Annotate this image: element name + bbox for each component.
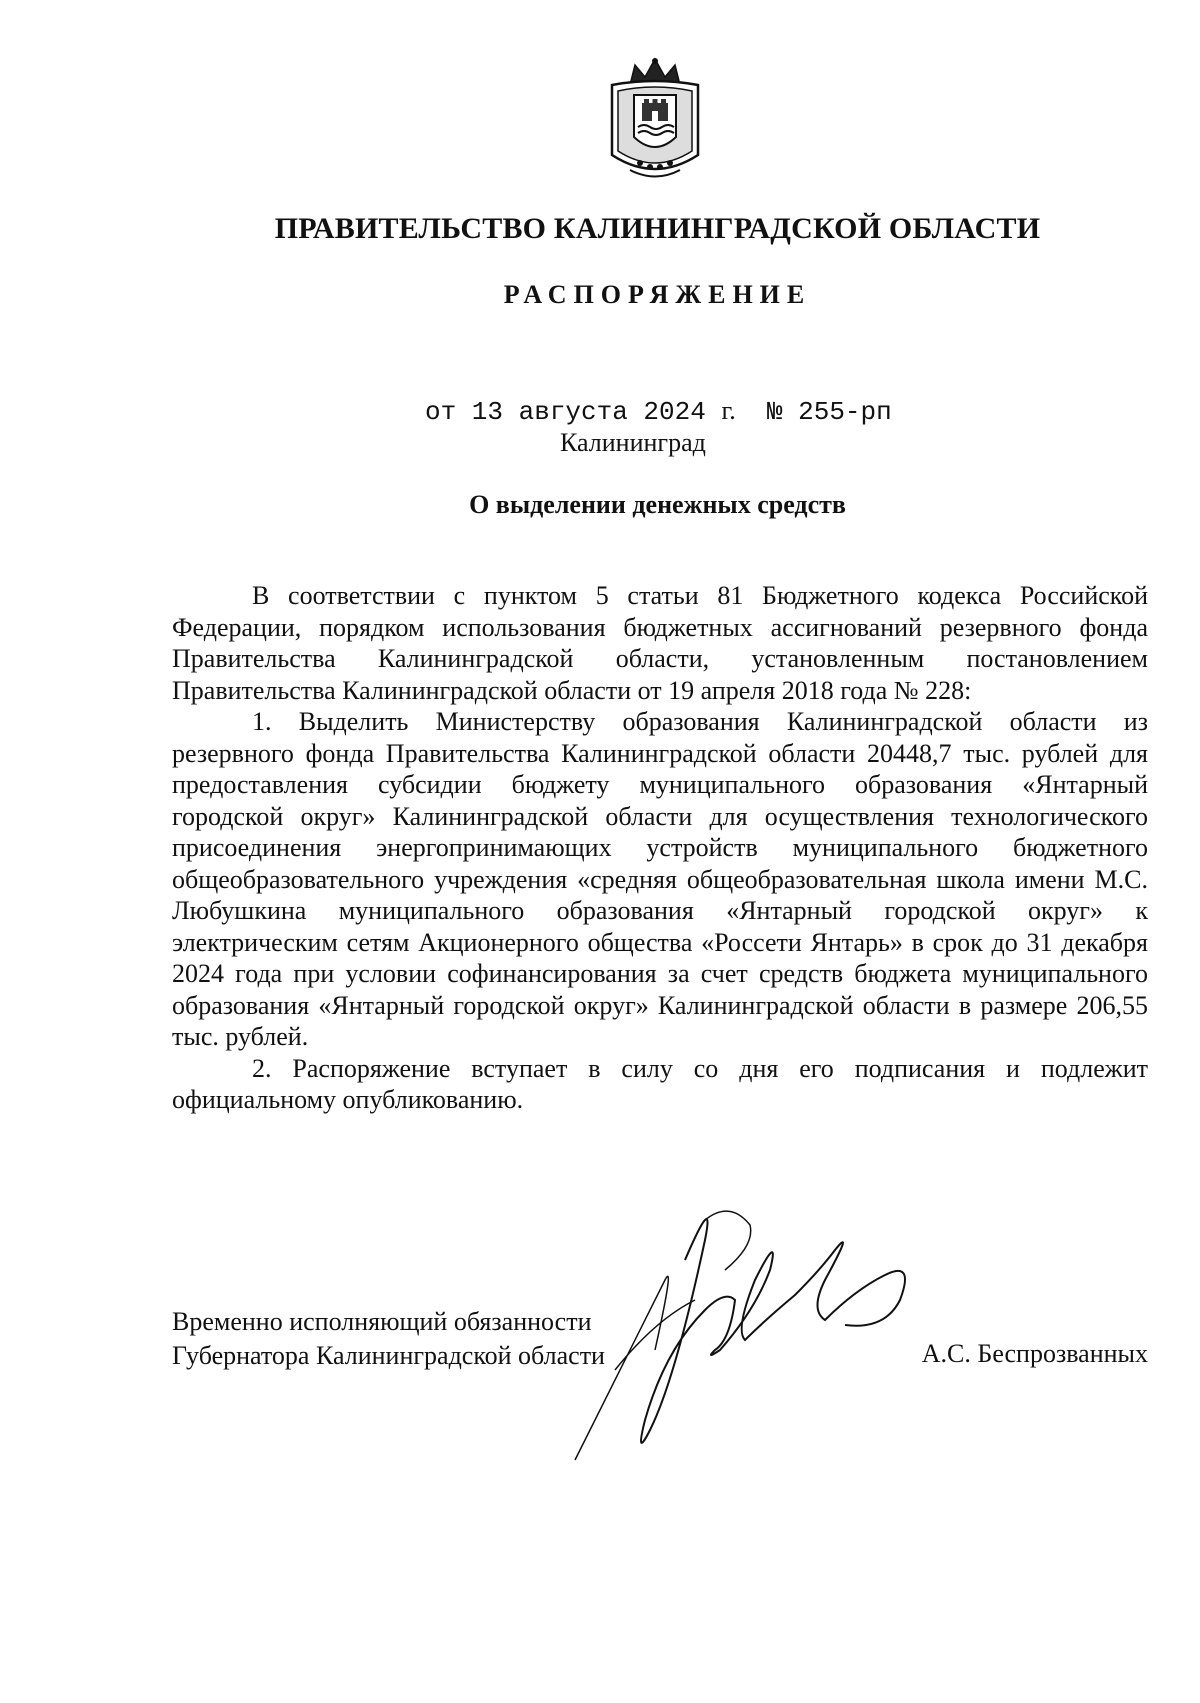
signatory-position bbox=[172, 1305, 605, 1373]
handwritten-signature bbox=[555, 1200, 935, 1470]
document-date: от 13 августа 2024 bbox=[425, 397, 706, 427]
document-type-title: РАСПОРЯЖЕНИЕ bbox=[503, 280, 812, 309]
coat-of-arms-icon bbox=[600, 55, 710, 185]
date-number-line bbox=[425, 396, 892, 427]
city: Калининград bbox=[560, 428, 706, 457]
document-number: № 255-рп bbox=[766, 397, 892, 427]
position-line-2: Губернатора Калининградской области bbox=[172, 1341, 605, 1370]
organization-title: ПРАВИТЕЛЬСТВО КАЛИНИНГРАДСКОЙ ОБЛАСТИ bbox=[274, 212, 1041, 245]
document-body bbox=[172, 580, 1148, 1116]
position-line-1: Временно исполняющий обязанности bbox=[172, 1307, 592, 1336]
document-subject: О выделении денежных средств bbox=[469, 490, 846, 519]
paragraph-preamble: В соответствии с пунктом 5 статьи 81 Бюджетного кодекса Российской Федерации, порядком использования бюджетных ассигнований резервного фонда Правительства Калининградской области, установленным постановлением Правительства Калининградской области от 19 апреля 2018 года № 228: bbox=[172, 581, 1148, 705]
signer-name: А.С. Беспрозванных bbox=[921, 1339, 1148, 1368]
paragraph-item-2: 2. Распоряжение вступает в силу со дня его подписания и подлежит официальному опубликованию. bbox=[172, 1053, 1148, 1114]
year-suffix: г. bbox=[721, 396, 736, 425]
paragraph-item-1: 1. Выделить Министерству образования Калининградской области из резервного фонда Правительства Калининградской области 20448,7 тыс. рублей для предоставления субсидии бюджету муниципального образования «Янтарный городской округ» Калининградской области для осуществления технологического присоединения энергопринимающих устройств муниципального бюджетного общеобразовательного учреждения «средняя общеобразовательная школа имени М.С. Любушкина муниципального образования «Янтарный городской округ» к электрическим сетям Акционерного общества «Россети Янтарь» в срок до 31 декабря 2024 года при условии софинансирования за счет средств бюджета муниципального образования «Янтарный городской округ» Калининградской области в размере 206,55 тыс. рублей. bbox=[172, 707, 1148, 1051]
